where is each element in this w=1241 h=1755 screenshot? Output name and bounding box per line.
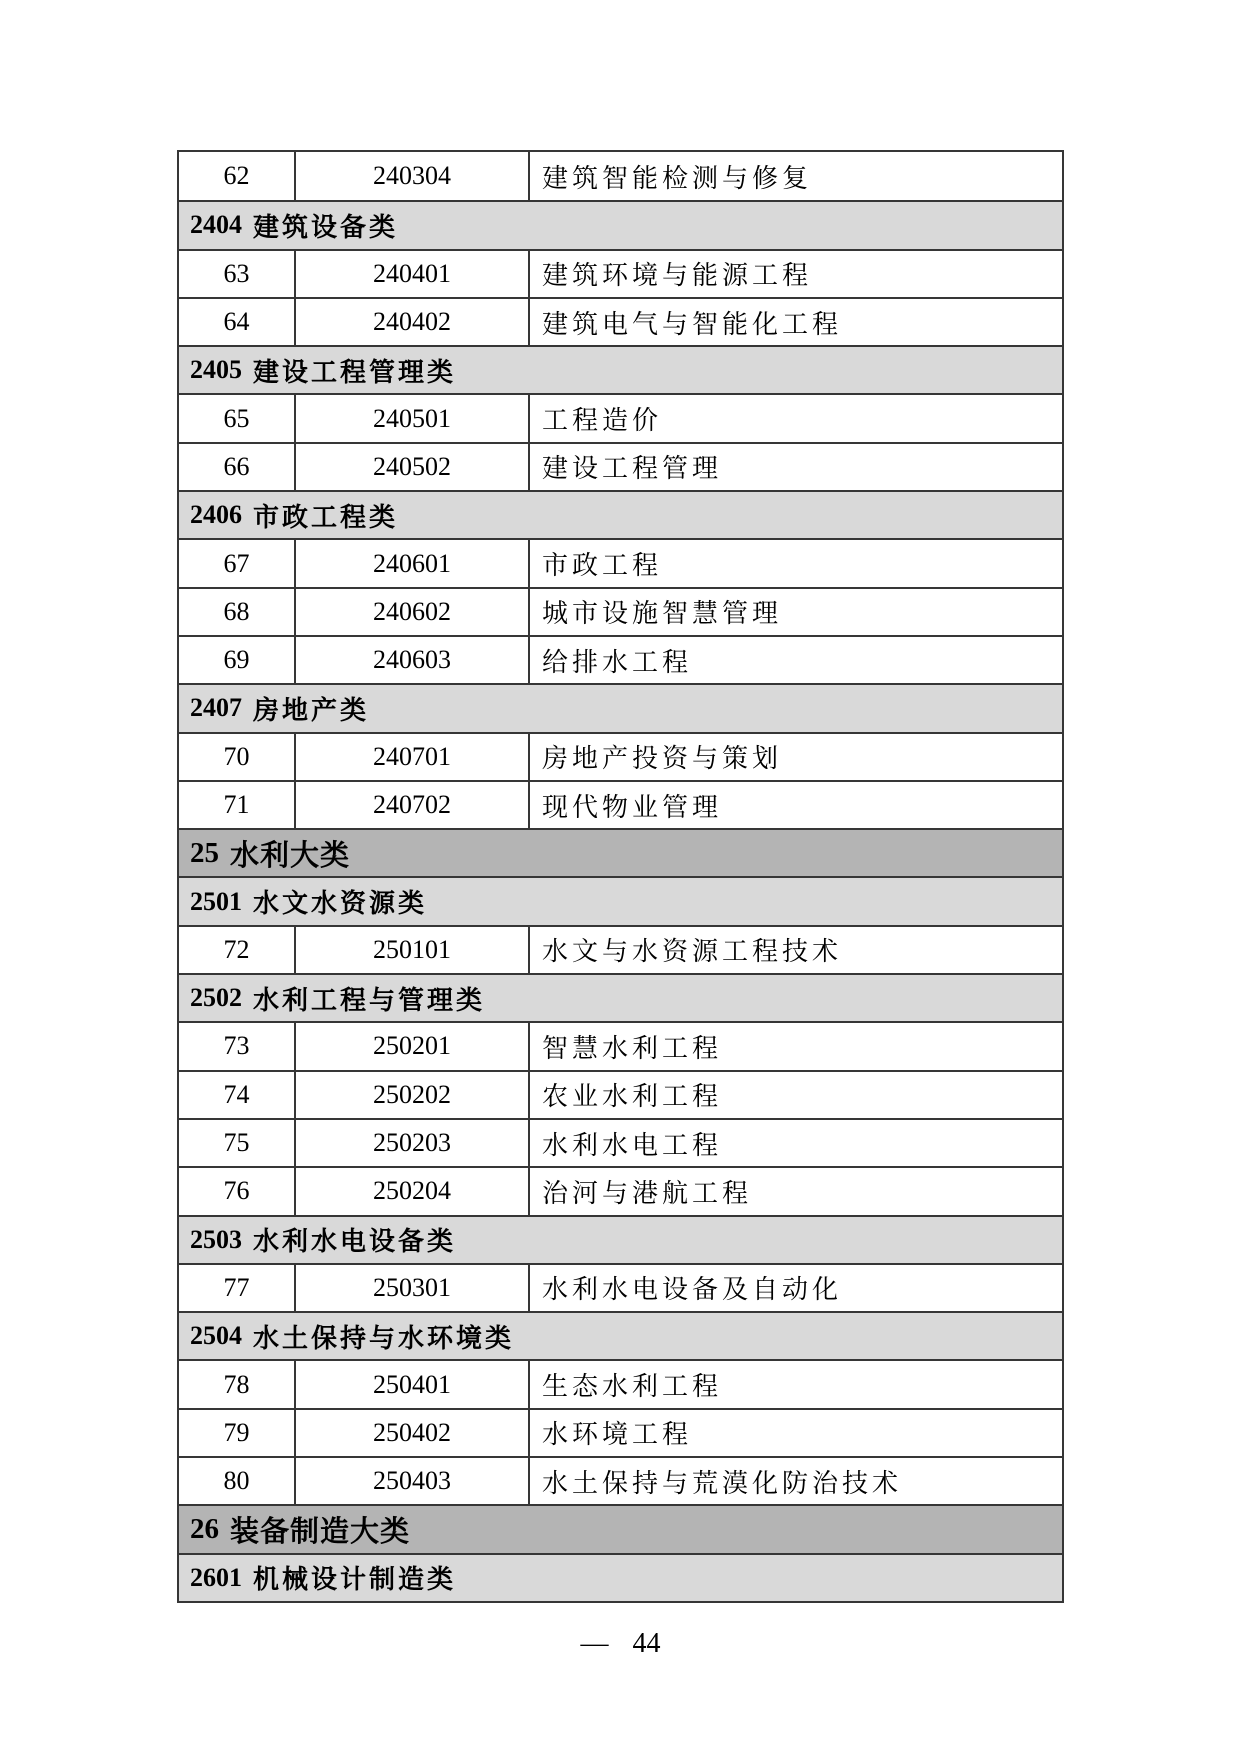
row-code-cell: 240603 <box>296 637 530 683</box>
row-code-cell: 240702 <box>296 782 530 828</box>
category-code: 2404 <box>190 210 242 240</box>
category-name: 建设工程管理类 <box>253 357 457 387</box>
row-name-cell: 水利水电设备及自动化 <box>542 1275 843 1305</box>
row-name-cell: 水利水电工程 <box>542 1130 723 1160</box>
row-name-cell: 水文与水资源工程技术 <box>542 937 843 967</box>
row-name-cell: 生态水利工程 <box>542 1372 723 1402</box>
subcategory-header-row <box>179 683 1062 731</box>
row-seq-cell: 65 <box>179 395 296 441</box>
footer-dash: — <box>580 1628 609 1659</box>
category-header-label <box>179 685 1062 731</box>
category-name: 房地产类 <box>253 695 370 725</box>
table-row <box>179 1166 1062 1214</box>
row-seq-cell: 68 <box>179 589 296 635</box>
category-name: 水利工程与管理类 <box>253 985 486 1015</box>
row-seq-cell: 71 <box>179 782 296 828</box>
row-code-cell: 240701 <box>296 734 530 780</box>
row-seq-cell: 64 <box>179 299 296 345</box>
category-header-label <box>179 1506 1062 1552</box>
major-category-header-row <box>179 1504 1062 1552</box>
table-row <box>179 1408 1062 1456</box>
row-seq-cell: 74 <box>179 1072 296 1118</box>
row-name-cell: 房地产投资与策划 <box>542 744 783 774</box>
row-name-cell: 给排水工程 <box>542 647 693 677</box>
row-name-cell: 建筑环境与能源工程 <box>542 261 813 291</box>
row-code-cell: 240602 <box>296 589 530 635</box>
category-name: 装备制造大类 <box>230 1515 411 1548</box>
row-seq-cell: 72 <box>179 927 296 973</box>
row-name-cell: 工程造价 <box>542 406 663 436</box>
table-row <box>179 1118 1062 1166</box>
row-name-cell: 智慧水利工程 <box>542 1033 723 1063</box>
row-seq-cell: 63 <box>179 251 296 297</box>
table-row <box>179 1359 1062 1407</box>
table-row <box>179 393 1062 441</box>
table-row <box>179 925 1062 973</box>
row-seq-cell: 69 <box>179 637 296 683</box>
category-code: 2407 <box>190 693 242 723</box>
row-name-cell: 城市设施智慧管理 <box>542 599 783 629</box>
category-name: 建筑设备类 <box>253 212 399 242</box>
row-code-cell: 240501 <box>296 395 530 441</box>
category-header-label <box>179 1217 1062 1263</box>
category-code: 26 <box>190 1512 219 1545</box>
row-code-cell: 250202 <box>296 1072 530 1118</box>
subcategory-header-row <box>179 200 1062 248</box>
category-name: 市政工程类 <box>253 502 399 532</box>
majors-table <box>177 150 1064 1603</box>
table-row <box>179 538 1062 586</box>
row-name-cell: 水环境工程 <box>542 1420 693 1450</box>
row-code-cell: 250101 <box>296 927 530 973</box>
row-name-cell: 建设工程管理 <box>542 454 723 484</box>
row-seq-cell: 67 <box>179 540 296 586</box>
row-code-cell: 250201 <box>296 1023 530 1069</box>
row-code-cell: 250204 <box>296 1168 530 1214</box>
row-name-cell: 水土保持与荒漠化防治技术 <box>542 1468 903 1498</box>
row-seq-cell: 77 <box>179 1265 296 1311</box>
subcategory-header-row <box>179 1553 1062 1601</box>
row-seq-cell: 66 <box>179 444 296 490</box>
row-name-cell: 建筑电气与智能化工程 <box>542 309 843 339</box>
row-seq-cell: 62 <box>179 152 296 200</box>
category-code: 2503 <box>190 1224 242 1254</box>
table-row <box>179 249 1062 297</box>
subcategory-header-row <box>179 490 1062 538</box>
category-header-label <box>179 202 1062 248</box>
row-seq-cell: 70 <box>179 734 296 780</box>
table-row <box>179 1456 1062 1504</box>
row-code-cell: 240304 <box>296 152 530 200</box>
category-code: 2501 <box>190 886 242 916</box>
row-name-cell: 农业水利工程 <box>542 1082 723 1112</box>
row-seq-cell: 78 <box>179 1361 296 1407</box>
category-header-label <box>179 975 1062 1021</box>
table-row <box>179 1070 1062 1118</box>
table-row <box>179 152 1062 200</box>
row-code-cell: 250301 <box>296 1265 530 1311</box>
row-seq-cell: 80 <box>179 1458 296 1504</box>
category-code: 2504 <box>190 1321 242 1351</box>
table-row <box>179 1021 1062 1069</box>
row-name-cell: 市政工程 <box>542 551 663 581</box>
subcategory-header-row <box>179 876 1062 924</box>
category-header-label <box>179 830 1062 876</box>
table-row <box>179 442 1062 490</box>
major-category-header-row <box>179 828 1062 876</box>
row-code-cell: 250203 <box>296 1120 530 1166</box>
category-header-label <box>179 1555 1062 1601</box>
category-code: 25 <box>190 836 219 869</box>
row-code-cell: 240502 <box>296 444 530 490</box>
table-row <box>179 587 1062 635</box>
table-row <box>179 780 1062 828</box>
page-footer <box>0 1628 1241 1660</box>
category-code: 2406 <box>190 500 242 530</box>
category-code: 2601 <box>190 1562 242 1592</box>
category-name: 水利大类 <box>230 839 351 872</box>
category-header-label <box>179 347 1062 393</box>
row-code-cell: 240402 <box>296 299 530 345</box>
row-name-cell: 现代物业管理 <box>542 792 723 822</box>
row-name-cell: 建筑智能检测与修复 <box>542 163 813 193</box>
table-row <box>179 297 1062 345</box>
category-name: 机械设计制造类 <box>253 1565 457 1595</box>
category-header-label <box>179 1313 1062 1359</box>
category-header-label <box>179 492 1062 538</box>
category-name: 水利水电设备类 <box>253 1227 457 1257</box>
row-code-cell: 240601 <box>296 540 530 586</box>
row-seq-cell: 76 <box>179 1168 296 1214</box>
category-code: 2405 <box>190 355 242 385</box>
row-seq-cell: 79 <box>179 1410 296 1456</box>
subcategory-header-row <box>179 1311 1062 1359</box>
category-name: 水文水资源类 <box>253 889 428 919</box>
row-code-cell: 240401 <box>296 251 530 297</box>
table-row <box>179 635 1062 683</box>
row-code-cell: 250403 <box>296 1458 530 1504</box>
category-header-label <box>179 878 1062 924</box>
row-code-cell: 250401 <box>296 1361 530 1407</box>
category-name: 水土保持与水环境类 <box>253 1323 515 1353</box>
row-seq-cell: 73 <box>179 1023 296 1069</box>
row-code-cell: 250402 <box>296 1410 530 1456</box>
category-code: 2502 <box>190 983 242 1013</box>
subcategory-header-row <box>179 345 1062 393</box>
subcategory-header-row <box>179 1215 1062 1263</box>
row-name-cell: 治河与港航工程 <box>542 1178 753 1208</box>
row-seq-cell: 75 <box>179 1120 296 1166</box>
table-row <box>179 732 1062 780</box>
subcategory-header-row <box>179 973 1062 1021</box>
page-number: 44 <box>632 1628 661 1659</box>
table-row <box>179 1263 1062 1311</box>
